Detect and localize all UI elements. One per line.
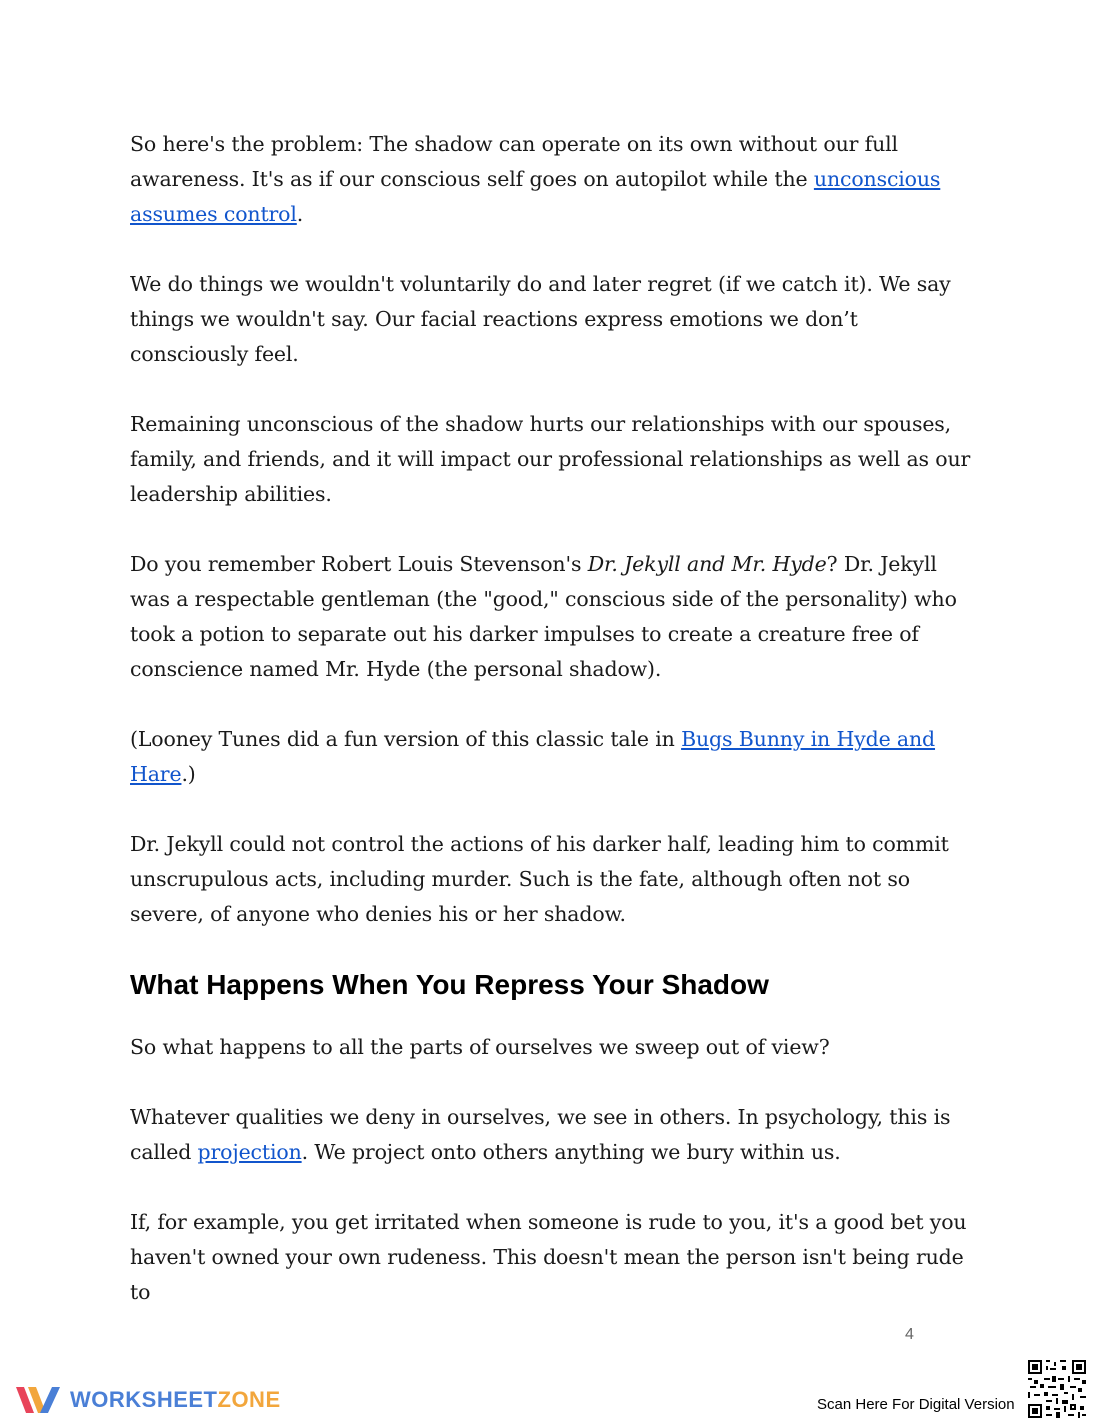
paragraph-jekyll-hyde: Do you remember Robert Louis Stevenson's Dr. Jekyll and Mr. Hyde? Dr. Jekyll was a respectable gentleman (the "good," conscious side of the personality) who took a potion to separate out his darker impulses to create a creature free of conscience named Mr. Hyde (the personal shadow). [130, 552, 957, 681]
link-unconscious-assumes-control[interactable]: unconscious assumes control [130, 167, 941, 226]
paragraph-darker-half: Dr. Jekyll could not control the actions of his darker half, leading him to commit unscrupulous acts, including murder. Such is the fate, although often not so severe, of anyone who denies his or her shadow. [130, 832, 949, 926]
paragraph-sweep-out: So what happens to all the parts of ourselves we sweep out of view? [130, 1035, 830, 1059]
qr-code-icon[interactable] [1028, 1360, 1086, 1418]
paragraph-regret: We do things we wouldn't voluntarily do and later regret (if we catch it). We say things we wouldn't say. Our facial reactions express emotions we don’t consciously feel. [130, 272, 951, 366]
paragraph-shadow-problem: So here's the problem: The shadow can operate on its own without our full awareness. It's as if our conscious self goes on autopilot while the unconscious assumes control. [130, 132, 941, 226]
paragraph-relationships: Remaining unconscious of the shadow hurts our relationships with our spouses, family, and friends, and it will impact our professional relationships as well as our leadership abilities. [130, 412, 971, 506]
paragraph-rudeness: If, for example, you get irritated when someone is rude to you, it's a good bet you haven't owned your own rudeness. This doesn't mean the person isn't being rude to [130, 1210, 967, 1304]
link-projection[interactable]: projection [197, 1140, 302, 1164]
worksheetzone-logo[interactable] [14, 1382, 281, 1418]
section-heading: What Happens When You Repress Your Shadow [130, 969, 769, 1000]
worksheetzone-w-icon [14, 1383, 62, 1417]
paragraph-projection: Whatever qualities we deny in ourselves, we see in others. In psychology, this is called projection. We project onto others anything we bury within us. [130, 1105, 951, 1164]
scan-instruction: Scan Here For Digital Version [817, 1396, 1015, 1413]
logo-text: WORKSHEETZONE [70, 1387, 281, 1412]
page-number: 4 [905, 1326, 914, 1343]
book-title: Dr. Jekyll and Mr. Hyde [587, 552, 827, 576]
document-body [130, 127, 980, 1345]
paragraph-looney-tunes: (Looney Tunes did a fun version of this classic tale in Bugs Bunny in Hyde and Hare.) [130, 727, 936, 786]
link-bugs-bunny[interactable]: Bugs Bunny in Hyde and Hare [130, 727, 936, 786]
